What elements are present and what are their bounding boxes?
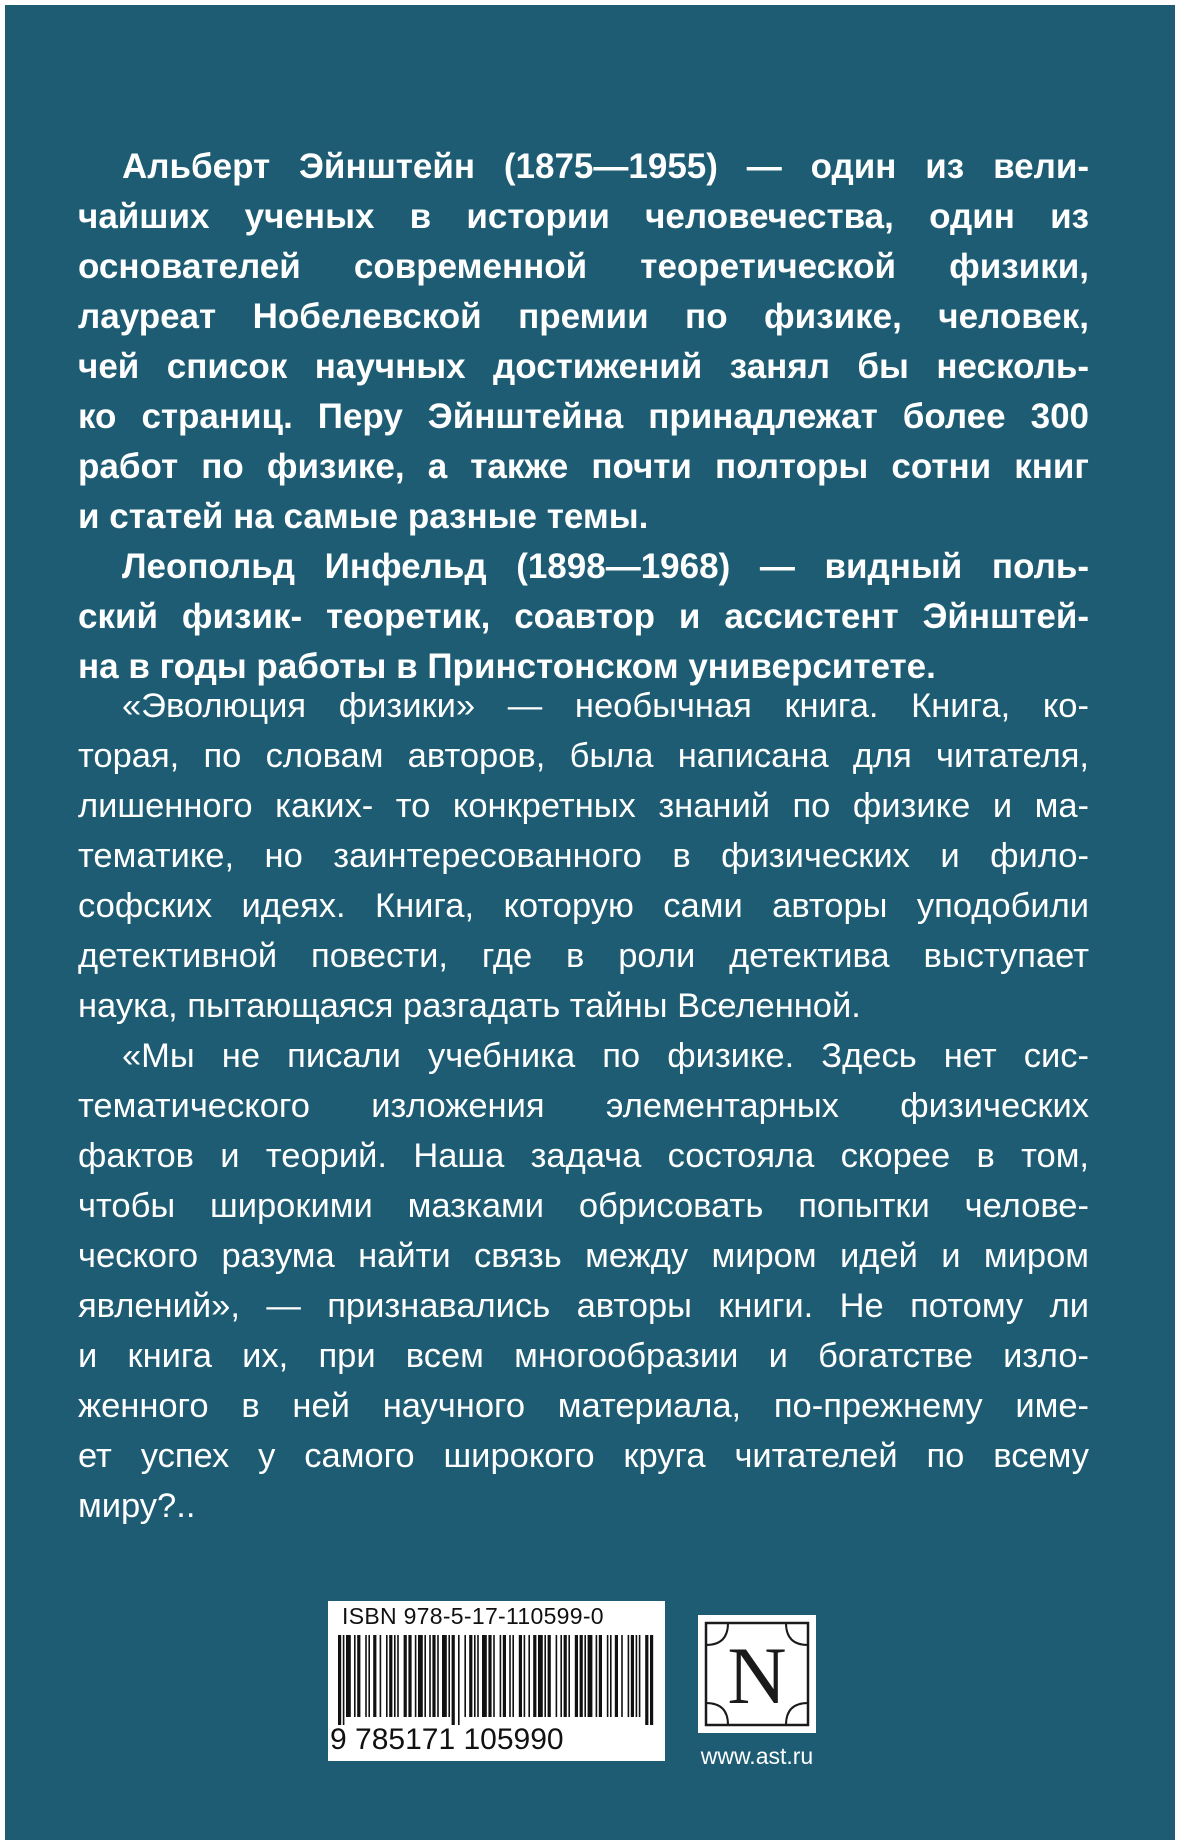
barcode-bar bbox=[621, 1635, 623, 1717]
barcode-bar bbox=[437, 1635, 439, 1717]
barcode-bar bbox=[538, 1635, 543, 1717]
barcode-bar bbox=[639, 1635, 641, 1717]
about-book-section bbox=[78, 681, 1089, 1531]
text-line: лишенного каких- то конкретных знаний по физике и ма- bbox=[78, 787, 1089, 825]
barcode-bar bbox=[389, 1635, 392, 1717]
text-line: чайших ученых в истории человечества, один из bbox=[78, 197, 1089, 236]
text-line: ко страниц. Перу Эйнштейна принадлежат более 300 bbox=[78, 397, 1089, 436]
barcode-bar bbox=[452, 1635, 455, 1725]
barcode-bar bbox=[568, 1635, 570, 1717]
barcode-bar bbox=[607, 1635, 609, 1717]
publisher-logo-icon bbox=[698, 1615, 816, 1733]
barcode-bar bbox=[588, 1635, 593, 1717]
text-line: Леопольд Инфельд (1898—1968) — видный поль- bbox=[122, 547, 1089, 586]
barcode-bar bbox=[448, 1635, 450, 1717]
barcode-bar bbox=[575, 1635, 578, 1717]
about-authors-section bbox=[78, 142, 1089, 692]
text-line: ет успех у самого широкого круга читателей по всему bbox=[78, 1437, 1089, 1475]
svg-text:N: N bbox=[727, 1630, 787, 1721]
barcode-bar bbox=[415, 1635, 417, 1717]
barcode-bar bbox=[482, 1635, 487, 1717]
barcode-bar bbox=[488, 1635, 491, 1717]
barcode-bar bbox=[338, 1635, 341, 1725]
barcode-bar bbox=[368, 1635, 370, 1717]
barcode-bars bbox=[336, 1635, 658, 1725]
barcode-bar bbox=[512, 1635, 514, 1717]
text-line: и статей на самые разные темы. bbox=[78, 497, 649, 536]
barcode-bar bbox=[650, 1635, 653, 1725]
text-line: миру?.. bbox=[78, 1487, 196, 1525]
barcode-bar bbox=[394, 1635, 396, 1717]
text-line: на в годы работы в Принстонском университете. bbox=[78, 647, 936, 686]
barcode-bar bbox=[464, 1635, 466, 1717]
text-line: софских идеях. Книга, которую сами авторы уподобили bbox=[78, 887, 1089, 925]
text-line: ческого разума найти связь между миром идей и миром bbox=[78, 1237, 1089, 1275]
barcode-bar bbox=[560, 1635, 562, 1717]
barcode-bar bbox=[343, 1635, 345, 1725]
text-line: и книга их, при всем многообразии и богатстве изло- bbox=[78, 1337, 1089, 1375]
barcode-digits: 9 785171 105990 bbox=[330, 1723, 564, 1756]
barcode-bar bbox=[628, 1635, 630, 1717]
text-line: наука, пытающаяся разгадать тайны Вселенной. bbox=[78, 987, 861, 1025]
barcode-bar bbox=[469, 1635, 472, 1717]
barcode-bar bbox=[346, 1635, 351, 1717]
barcode-bar bbox=[493, 1635, 495, 1717]
barcode-bar bbox=[564, 1635, 567, 1717]
text-line: «Эволюция физики» — необычная книга. Книга, ко- bbox=[122, 687, 1089, 725]
barcode-bar bbox=[386, 1635, 388, 1717]
barcode-bar bbox=[636, 1635, 638, 1717]
text-line: детективной повести, где в роли детектива выступает bbox=[78, 937, 1089, 975]
barcode-bar bbox=[524, 1635, 526, 1717]
barcode-bar bbox=[500, 1635, 502, 1717]
barcode-bar bbox=[442, 1635, 447, 1717]
text-line: работ по физике, а также почти полторы сотни книг bbox=[78, 447, 1089, 486]
isbn-label: ISBN 978-5-17-110599-0 bbox=[342, 1603, 604, 1629]
barcode-bar bbox=[580, 1635, 583, 1717]
text-line: основателей современной теоретической физики, bbox=[78, 247, 1089, 286]
text-line: тематике, но заинтересованного в физических и фило- bbox=[78, 837, 1089, 875]
text-line: лауреат Нобелевской премии по физике, человек, bbox=[78, 297, 1089, 336]
barcode-bar bbox=[474, 1635, 476, 1717]
barcode-bar bbox=[408, 1635, 411, 1717]
barcode-bar bbox=[556, 1635, 558, 1717]
barcode-bar bbox=[424, 1635, 426, 1717]
barcode-bar bbox=[596, 1635, 598, 1717]
barcode-bar bbox=[404, 1635, 407, 1717]
barcode-bar bbox=[533, 1635, 536, 1717]
text-line: явлений», — признавались авторы книги. Не потому ли bbox=[78, 1287, 1089, 1325]
barcode-bar bbox=[397, 1635, 399, 1717]
barcode-bar bbox=[584, 1635, 586, 1717]
text-line: чей список научных достижений занял бы несколь- bbox=[78, 347, 1089, 386]
barcode-bar bbox=[548, 1635, 551, 1717]
barcode-bar bbox=[528, 1635, 530, 1717]
barcode-bar bbox=[599, 1635, 602, 1717]
text-line: фактов и теорий. Наша задача состояла скорее в том, bbox=[78, 1137, 1089, 1175]
barcode-bar bbox=[519, 1635, 522, 1717]
barcode-bar bbox=[615, 1635, 618, 1717]
text-line: женного в ней научного материала, по-прежнему име- bbox=[78, 1387, 1089, 1425]
text-line: «Мы не писали учебника по физике. Здесь нет сис- bbox=[122, 1037, 1089, 1075]
barcode-bar bbox=[373, 1635, 376, 1717]
barcode-bar bbox=[631, 1635, 634, 1717]
barcode-bar bbox=[432, 1635, 435, 1717]
barcode-bar bbox=[380, 1635, 382, 1717]
barcode-bar bbox=[365, 1635, 367, 1717]
publisher-website: www.ast.ru bbox=[700, 1743, 814, 1769]
barcode-bar bbox=[509, 1635, 511, 1717]
barcode-bar bbox=[354, 1635, 356, 1717]
text-line: тематического изложения элементарных физических bbox=[78, 1087, 1089, 1125]
barcode-bar bbox=[610, 1635, 612, 1717]
barcode-bar bbox=[645, 1635, 648, 1725]
barcode-bar bbox=[458, 1635, 460, 1725]
text-line: торая, по словам авторов, была написана для читателя, bbox=[78, 737, 1089, 775]
barcode-bar bbox=[544, 1635, 546, 1717]
isbn-barcode bbox=[328, 1601, 665, 1761]
text-line: ский физик- теоретик, соавтор и ассистент Эйнштей- bbox=[78, 597, 1089, 636]
barcode-bar bbox=[429, 1635, 431, 1717]
text-line: Альберт Эйнштейн (1875—1955) — один из вели- bbox=[122, 147, 1089, 186]
barcode-bar bbox=[477, 1635, 479, 1717]
barcode-bar bbox=[418, 1635, 423, 1717]
text-line: чтобы широкими мазками обрисовать попытки челове- bbox=[78, 1187, 1089, 1225]
barcode-bar bbox=[357, 1635, 360, 1717]
barcode-bar bbox=[503, 1635, 506, 1717]
